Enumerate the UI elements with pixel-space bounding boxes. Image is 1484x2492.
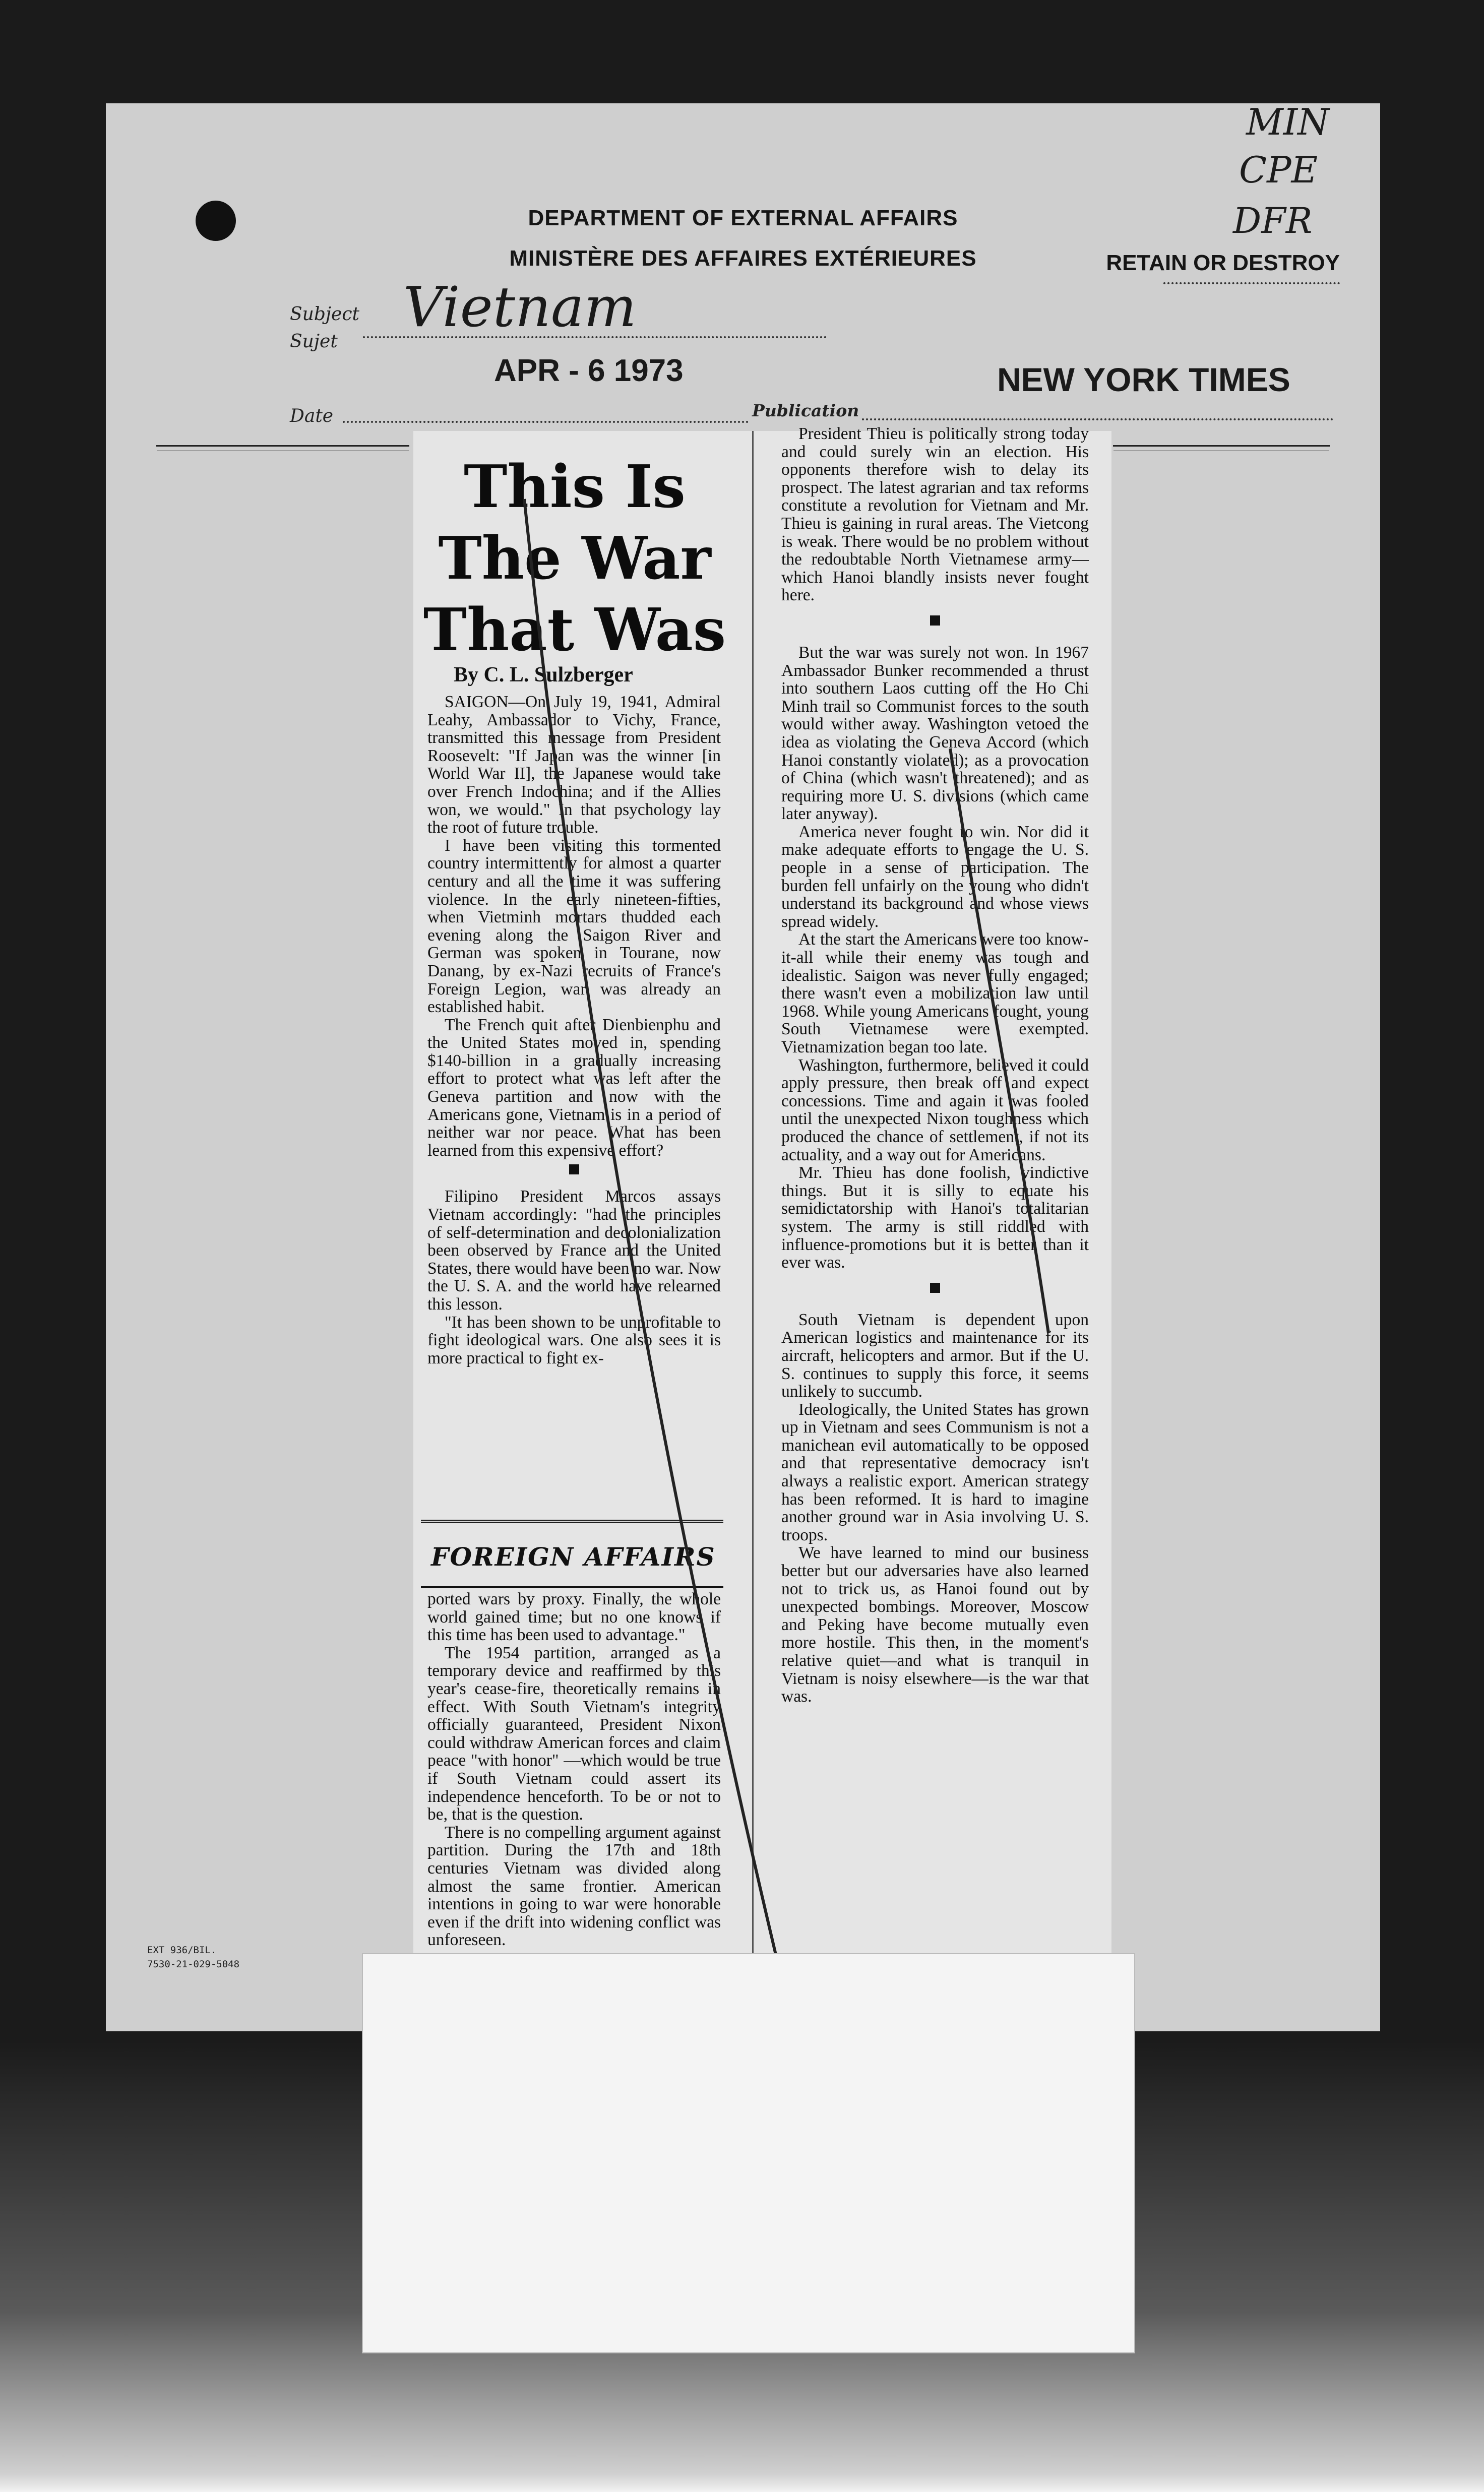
date-field-line (343, 421, 749, 423)
header-rule-left (156, 445, 409, 447)
date-stamp: APR - 6 1973 (494, 353, 684, 388)
handwritten-note-cpe: CPE (1239, 149, 1318, 191)
article-paragraph: Filipino President Marcos assays Vietnam accordingly: "had the principles of self-determination and decolonialization been observed by France and the United States, there would have been no war. Now the U. S. A. and the world have relearned this lesson. (427, 1187, 721, 1314)
date-label: Date (290, 406, 334, 426)
article-paragraph: But the war was surely not won. In 1967 Ambassador Bunker recommended a thrust into southern Laos cutting off the Ho Chi Minh trail so Communist forces to the south would wither away. Washington vetoed the idea as violating the Geneva Accord (which Hanoi constantly violated); as a provocation of China (which wasn't threatened); and as requiring more U. S. divisions (which came later anyway). (781, 643, 1089, 824)
article-column-1 (427, 693, 721, 1367)
section-break-mark (930, 615, 940, 626)
department-name-fr: MINISTÈRE DES AFFAIRES EXTÉRIEURES (509, 246, 977, 271)
headline-line: That Was (423, 596, 726, 664)
article-paragraph: The 1954 partition, arranged as a temporary device and reaffirmed by this year's cease-fire, theoretically remains in effect. With South Vietnam's integrity officially guaranteed, President Nixon could withdraw American forces and claim peace "with honor" —which would be true if South Vietnam could assert its independence henceforth. To be or not to be, that is the question. (427, 1643, 721, 1824)
article-paragraph: I have been visiting this tormented country intermittently for almost a quarter century and all the time it was suffering violence. In the early nineteen-fifties, when Vietminh mortars thudded each evening along the Saigon River and German was spoken in Tourane, now Danang, by ex-Nazi recruits of France's Foreign Legion, war was already an established habit. (427, 836, 721, 1017)
blank-paper-slip (362, 1953, 1135, 2353)
article-paragraph: We have learned to mind our business better but our adversaries have also learned not to trick us, as Hanoi found out by unexpected bombings. Moreover, Moscow and Peking have become mutually even more hostile. This then, in the moment's relative quiet—and what is tranquil in Vietnam is noisy elsewhere—is the war that was. (781, 1543, 1089, 1706)
filing-sheet (106, 103, 1380, 2031)
section-break-mark (930, 1283, 940, 1293)
form-stock-line1: EXT 936/BIL. (147, 1945, 217, 1956)
department-name-en: DEPARTMENT OF EXTERNAL AFFAIRS (528, 206, 958, 230)
article-paragraph: At the start the Americans were too know-it-all while their enemy was tough and idealistic. Saigon was never fully engaged; there wasn't even a mobilization law until 1968. While young Americans fought, young South Vietnamese were exempted. Vietnamization began too late. (781, 930, 1089, 1056)
article-paragraph: America never fought to win. Nor did it make adequate efforts to engage the U. S. people in a sense of participation. The burden fell unfairly on the young who didn't understand its background and whose views spread widely. (781, 822, 1089, 931)
column-divider (752, 431, 754, 1993)
publication-field-line (862, 418, 1333, 420)
article-headline (413, 451, 736, 666)
article-paragraph: The French quit after Dienbienphu and the United States moved in, spending $140-billion in a gradually increasing effort to protect what was left after the Geneva partition and now with the Americans gone, Vietnam is in a period of neither war nor peace. What has been learned from this expensive effort? (427, 1015, 721, 1160)
retain-or-destroy-label: RETAIN OR DESTROY (1106, 251, 1340, 275)
article-paragraph: Washington, furthermore, believed it could apply pressure, then break off and expect concessions. Time and again it was fooled until the unexpected Nixon toughness which produced the chance of settlement, if not its actuality, and a way out for Americans. (781, 1055, 1089, 1164)
publication-label: Publication (752, 401, 859, 420)
subject-label-fr: Sujet (290, 331, 338, 352)
subject-handwritten-value: Vietnam (403, 275, 637, 339)
form-stock-line2: 7530-21-029-5048 (147, 1959, 240, 1970)
article-paragraph: ported wars by proxy. Finally, the whole world gained time; but no one knows if this time has been used to advantage." (427, 1590, 721, 1645)
headline-line: This Is (464, 453, 686, 521)
article-column-2 (781, 425, 1089, 1706)
subject-label: Subject (290, 304, 359, 325)
retain-underline (1163, 282, 1340, 284)
article-paragraph: There is no compelling argument against partition. During the 17th and 18th centuries Vietnam was divided along almost the same frontier. American intentions in going to war were honorable even if the drift into widening conflict was unforeseen. (427, 1823, 721, 1950)
newspaper-clipping (413, 424, 1111, 2016)
column-heading-box (421, 1520, 723, 1588)
headline-line: The War (438, 524, 711, 593)
article-paragraph: "It has been shown to be unprofitable to fight ideological wars. One also sees it is more practical to fight ex- (427, 1313, 721, 1367)
section-break-mark (569, 1164, 579, 1174)
article-paragraph: President Thieu is politically strong today and could surely win an election. His opponents therefore wish to delay its prospect. The latest agrarian and tax reforms constitute a revolution for Vietnam and Mr. Thieu is gaining in rural areas. The Vietcong is weak. There would be no problem without the redoubtable North Vietnamese army—which Hanoi blandly insists never fought here. (781, 424, 1089, 605)
form-stock-number (147, 1943, 239, 1971)
article-paragraph: SAIGON—On July 19, 1941, Admiral Leahy, Ambassador to Vichy, France, transmitted this message from President Roosevelt: "If Japan was the winner [in World War II], the Japanese would take over French Indochina; and if the Allies won, we would." In that psychology lay the root of future trouble. (427, 693, 721, 837)
article-paragraph: Ideologically, the United States has grown up in Vietnam and sees Communism is not a manichean evil automatically to be opposed and that representative democracy isn't always a realistic export. American strategy has been reformed. It is hard to imagine another ground war in Asia involving U. S. troops. (781, 1400, 1089, 1544)
article-paragraph: South Vietnam is dependent upon American logistics and maintenance for its aircraft, helicopters and armor. But if the U. S. continues to supply this force, it seems unlikely to succumb. (781, 1310, 1089, 1401)
article-paragraph: Mr. Thieu has done foolish, vindictive things. But it is silly to equate his semidictatorship with Hanoi's totalitarian system. The army is still riddled with influence-promotions but it is better than it ever was. (781, 1163, 1089, 1272)
article-column-1-continued (427, 1590, 721, 1949)
publication-stamp: NEW YORK TIMES (997, 361, 1290, 398)
handwritten-note-dfr: DFR (1233, 200, 1313, 241)
column-heading: FOREIGN AFFAIRS (431, 1542, 716, 1572)
article-byline: By C. L. Sulzberger (454, 663, 633, 687)
header-rule-right (1113, 445, 1330, 447)
handwritten-note-min: MIN (1246, 101, 1330, 143)
